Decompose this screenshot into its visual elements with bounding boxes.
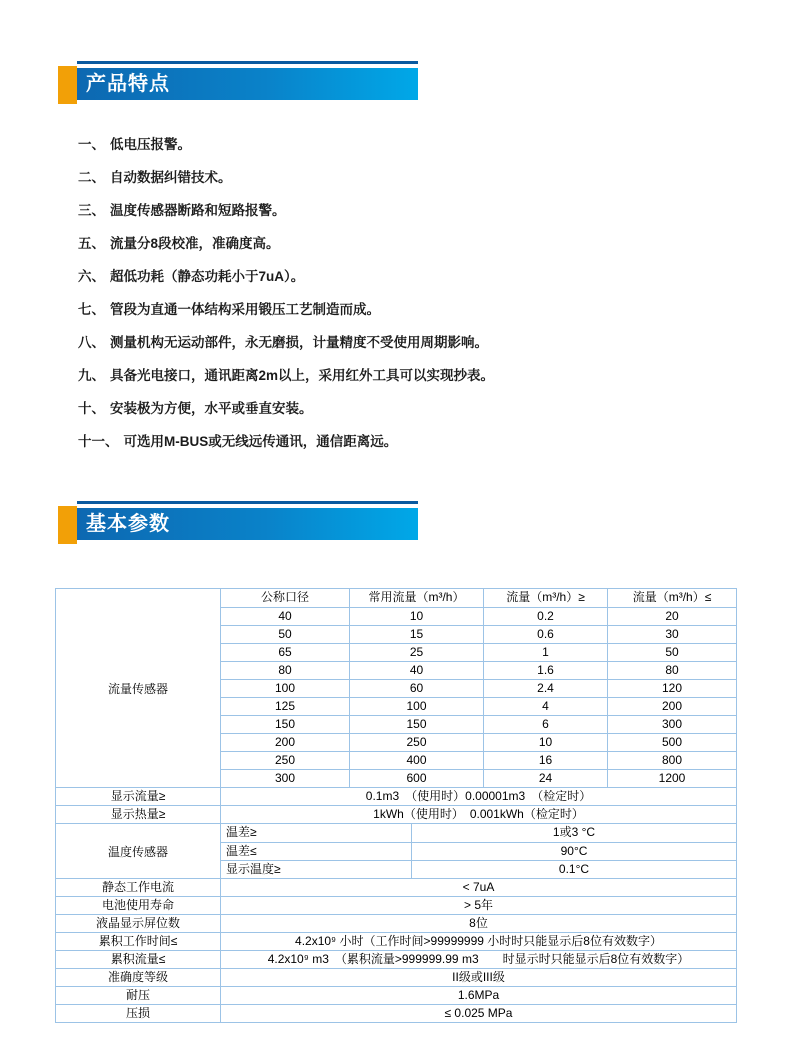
row-label: 显示流量≥ <box>56 788 221 805</box>
flow-cell: 50 <box>278 627 292 641</box>
feature-text: 超低功耗（静态功耗小于7uA）。 <box>110 269 305 284</box>
row-value: 0.1m3 （使用时）0.00001m3 （检定时） <box>365 789 592 803</box>
row-value: 8位 <box>469 916 488 930</box>
row-label: 显示热量≥ <box>56 806 221 823</box>
flow-table-row <box>221 661 736 679</box>
table-row <box>56 805 736 823</box>
feature-number: 七、 <box>78 302 105 317</box>
feature-number: 十、 <box>78 401 105 416</box>
feature-text: 流量分8段校准，准确度高。 <box>110 236 280 251</box>
flow-cell: 24 <box>483 770 607 787</box>
flow-cell: 65 <box>278 645 292 659</box>
flow-cell: 20 <box>607 608 736 625</box>
feature-item <box>78 128 718 161</box>
row-label: 静态工作电流 <box>56 879 221 896</box>
parameters-table <box>55 588 737 1023</box>
section-title: 基本参数 <box>86 513 170 535</box>
feature-item <box>78 260 718 293</box>
table-row <box>56 896 736 914</box>
flow-cell: 60 <box>349 680 483 697</box>
feature-number: 二、 <box>78 170 105 185</box>
flow-cell: 125 <box>274 699 296 713</box>
temp-sensor-label: 温度传感器 <box>56 824 221 878</box>
row-value: 1或3 °C <box>411 824 736 842</box>
feature-text: 测量机构无运动部件，永无磨损，计量精度不受使用周期影响。 <box>110 335 488 350</box>
flow-cell: 10 <box>483 734 607 751</box>
flow-table-row <box>221 679 736 697</box>
flow-cell: 1.6 <box>483 662 607 679</box>
table-row <box>56 787 736 805</box>
row-label: 温差≥ <box>226 825 257 839</box>
flow-cell: 2.4 <box>483 680 607 697</box>
row-label: 电池使用寿命 <box>56 897 221 914</box>
column-header: 常用流量（m³/h） <box>349 589 483 607</box>
feature-text: 可选用M-BUS或无线远传通讯，通信距离远。 <box>123 434 398 449</box>
feature-text: 管段为直通一体结构采用锻压工艺制造而成。 <box>110 302 380 317</box>
flow-cell: 100 <box>274 681 296 695</box>
flow-table-row <box>221 697 736 715</box>
flow-sensor-label: 流量传感器 <box>56 589 221 787</box>
header-orange-block <box>58 66 77 104</box>
flow-cell: 150 <box>274 717 296 731</box>
flow-table-row <box>221 607 736 625</box>
flow-cell: 16 <box>483 752 607 769</box>
flow-table-row <box>221 733 736 751</box>
flow-cell: 80 <box>278 663 292 677</box>
feature-number: 六、 <box>78 269 105 284</box>
flow-cell: 1200 <box>607 770 736 787</box>
flow-rows <box>221 607 736 787</box>
header-top-line <box>77 501 418 504</box>
column-header: 流量（m³/h）≤ <box>607 589 736 607</box>
feature-number: 九、 <box>78 368 105 383</box>
feature-number: 八、 <box>78 335 105 350</box>
flow-table-row <box>221 769 736 787</box>
row-value: 90°C <box>411 843 736 860</box>
header-orange-block <box>58 506 77 544</box>
row-value: > 5年 <box>463 898 494 912</box>
flow-table-row <box>221 643 736 661</box>
row-value: 4.2x10⁹ m3 （累积流量>999999.99 m3 时显示时只能显示后8位有效数字） <box>267 952 690 966</box>
feature-item <box>78 326 718 359</box>
table-row <box>56 986 736 1004</box>
row-value: < 7uA <box>462 880 495 894</box>
table-row <box>56 932 736 950</box>
feature-item <box>78 392 718 425</box>
row-value: 1.6MPa <box>457 988 500 1002</box>
row-label: 液晶显示屏位数 <box>56 915 221 932</box>
feature-list <box>78 128 718 458</box>
row-value: II级或III级 <box>452 970 505 984</box>
row-label: 显示温度≥ <box>226 862 281 876</box>
flow-cell: 40 <box>349 662 483 679</box>
flow-cell: 200 <box>607 698 736 715</box>
feature-number: 五、 <box>78 236 105 251</box>
section-header-params <box>58 501 418 545</box>
feature-item <box>78 227 718 260</box>
flow-cell: 1 <box>483 644 607 661</box>
feature-text: 低电压报警。 <box>110 137 191 152</box>
table-row <box>56 1004 736 1022</box>
row-label: 累积工作时间≤ <box>56 933 221 950</box>
feature-item <box>78 161 718 194</box>
flow-cell: 0.6 <box>483 626 607 643</box>
flow-cell: 300 <box>274 771 296 785</box>
row-value: 1kWh（使用时） 0.001kWh（检定时） <box>373 807 584 821</box>
header-blue-bar <box>77 68 418 100</box>
table-row <box>221 824 736 842</box>
row-value: ≤ 0.025 MPa <box>444 1006 513 1020</box>
flow-cell: 80 <box>607 662 736 679</box>
feature-text: 安装极为方便，水平或垂直安装。 <box>110 401 313 416</box>
flow-table-row <box>221 625 736 643</box>
flow-table-header-row <box>221 589 736 607</box>
table-row <box>221 860 736 878</box>
row-value: 4.2x10⁹ 小时（工作时间>99999999 小时时只能显示后8位有效数字） <box>295 934 662 948</box>
flow-sensor-block <box>56 589 736 787</box>
flow-cell: 600 <box>349 770 483 787</box>
feature-number: 十一、 <box>78 434 119 449</box>
section-title: 产品特点 <box>86 73 170 95</box>
column-header: 公称口径 <box>260 590 309 604</box>
flow-cell: 30 <box>607 626 736 643</box>
flow-cell: 40 <box>278 609 292 623</box>
flow-cell: 800 <box>607 752 736 769</box>
flow-cell: 6 <box>483 716 607 733</box>
header-blue-bar <box>77 508 418 540</box>
row-label: 准确度等级 <box>56 969 221 986</box>
flow-cell: 25 <box>349 644 483 661</box>
flow-cell: 100 <box>349 698 483 715</box>
feature-text: 具备光电接口，通讯距离2m以上，采用红外工具可以实现抄表。 <box>110 368 495 383</box>
row-label: 压损 <box>56 1005 221 1022</box>
feature-text: 温度传感器断路和短路报警。 <box>110 203 286 218</box>
flow-cell: 300 <box>607 716 736 733</box>
feature-item <box>78 359 718 392</box>
flow-cell: 10 <box>349 608 483 625</box>
header-top-line <box>77 61 418 64</box>
flow-cell: 0.2 <box>483 608 607 625</box>
flow-cell: 200 <box>274 735 296 749</box>
flow-cell: 50 <box>607 644 736 661</box>
flow-cell: 250 <box>274 753 296 767</box>
temp-sensor-block <box>56 823 736 878</box>
section-header-features <box>58 61 418 105</box>
table-row <box>56 914 736 932</box>
flow-table-row <box>221 751 736 769</box>
flow-cell: 15 <box>349 626 483 643</box>
flow-cell: 500 <box>607 734 736 751</box>
feature-item <box>78 293 718 326</box>
flow-cell: 4 <box>483 698 607 715</box>
row-label: 累积流量≤ <box>56 951 221 968</box>
table-row <box>221 842 736 860</box>
row-label: 耐压 <box>56 987 221 1004</box>
flow-cell: 250 <box>349 734 483 751</box>
table-row <box>56 878 736 896</box>
flow-cell: 120 <box>607 680 736 697</box>
feature-number: 三、 <box>78 203 105 218</box>
column-header: 流量（m³/h）≥ <box>483 589 607 607</box>
feature-item <box>78 194 718 227</box>
flow-cell: 150 <box>349 716 483 733</box>
table-row <box>56 950 736 968</box>
feature-item <box>78 425 718 458</box>
row-label: 温差≤ <box>226 844 257 858</box>
flow-table-row <box>221 715 736 733</box>
feature-number: 一、 <box>78 137 105 152</box>
table-row <box>56 968 736 986</box>
row-value: 0.1°C <box>411 861 736 878</box>
feature-text: 自动数据纠错技术。 <box>110 170 232 185</box>
flow-cell: 400 <box>349 752 483 769</box>
